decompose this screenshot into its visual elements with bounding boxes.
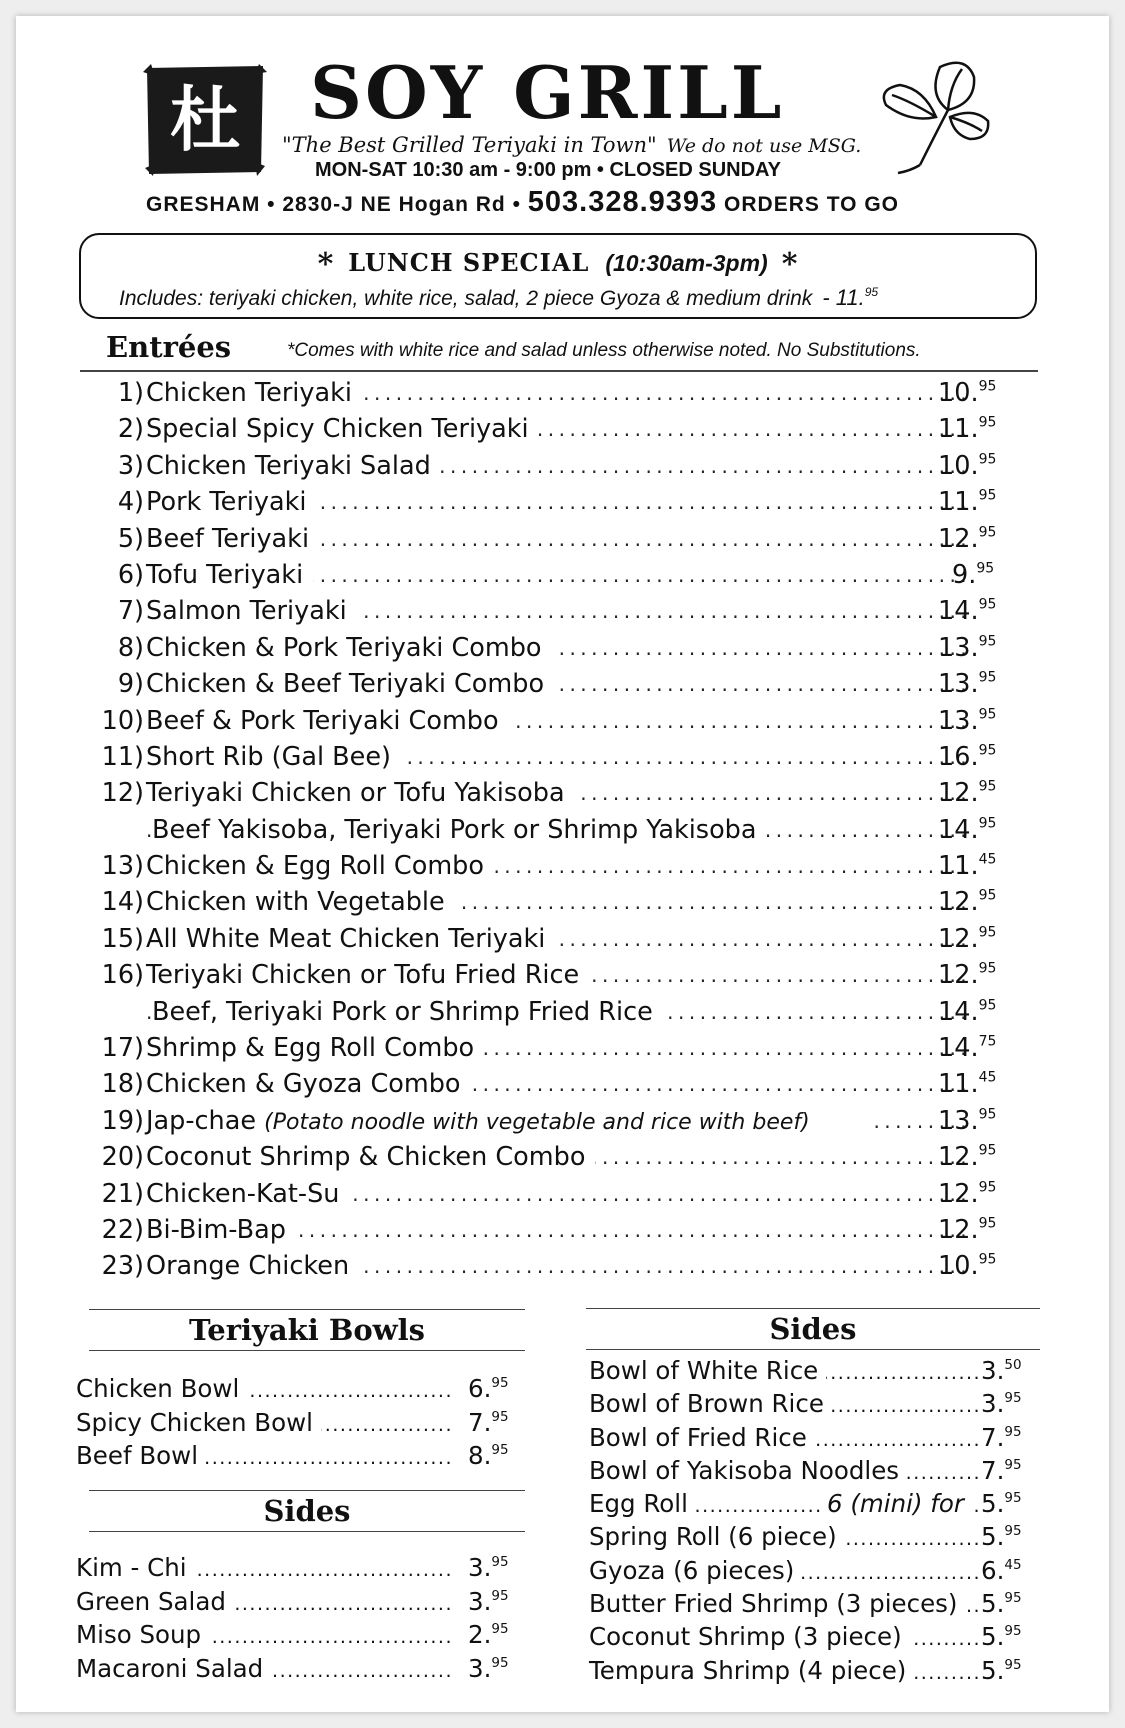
item-price: 14.75 [938, 1033, 997, 1064]
item-name: Kim - Chi [76, 1551, 195, 1585]
item-price: 12.95 [938, 1214, 997, 1245]
item-price: 14.95 [938, 814, 997, 845]
lunch-special-hours: (10:30am-3pm) [605, 250, 768, 276]
lunch-special-description [119, 285, 878, 311]
item-price: 10.95 [938, 450, 997, 481]
teriyaki-bowls-list [76, 1372, 528, 1473]
entree-row [80, 1212, 1005, 1248]
item-price: 3.95 [468, 1653, 509, 1683]
item-number: 9) [117, 669, 144, 700]
entree-row [80, 1139, 1005, 1175]
list-item [76, 1585, 528, 1619]
item-name: Beef Bowl [76, 1439, 206, 1473]
item-price: 13.95 [938, 669, 997, 700]
item-name: Coconut Shrimp & Chicken Combo [146, 1139, 595, 1175]
entree-row [80, 557, 1005, 593]
entree-row [80, 1066, 1005, 1102]
item-price: 5.95 [981, 1589, 1022, 1619]
item-name: Chicken Bowl [76, 1372, 247, 1406]
lunch-special-box [79, 233, 1037, 319]
item-name: Spicy Chicken Bowl [76, 1406, 321, 1440]
item-price: 11.95 [938, 487, 997, 518]
star-icon: * [317, 247, 335, 282]
divider [89, 1309, 525, 1310]
item-name: Chicken-Kat-Su [146, 1176, 349, 1212]
item-number: 14) [101, 887, 144, 918]
item-number: 4) [117, 487, 144, 518]
sides-list-right [589, 1354, 1041, 1687]
item-number: 8) [117, 632, 144, 663]
item-number: 22) [101, 1214, 144, 1245]
item-number: 17) [101, 1033, 144, 1064]
sides-list-left [76, 1551, 528, 1685]
item-name: Spring Roll (6 piece) [589, 1520, 845, 1553]
entree-row [80, 1103, 1005, 1139]
lunch-special-title [81, 247, 1035, 282]
tagline [282, 133, 861, 157]
item-price: 14.95 [938, 996, 997, 1027]
item-name: Bi-Bim-Bap [146, 1212, 296, 1248]
teriyaki-bowls-heading: Teriyaki Bowls [188, 1313, 425, 1347]
item-number: 23) [101, 1251, 144, 1282]
item-number: 11) [101, 741, 144, 772]
sides-heading-right: Sides [769, 1312, 857, 1346]
item-number: 6) [117, 559, 144, 590]
item-name: Beef, Teriyaki Pork or Shrimp Fried Rice [152, 994, 663, 1030]
entree-row [80, 375, 1005, 411]
leaf-sprig-icon [870, 55, 1000, 180]
item-price: 5.95 [981, 1655, 1022, 1685]
item-number: 1) [117, 378, 144, 408]
item-name: Tempura Shrimp (4 piece) [589, 1654, 914, 1687]
star-icon: * [781, 247, 799, 282]
entree-row [80, 666, 1005, 702]
item-price: 7.95 [468, 1407, 509, 1437]
item-name: Green Salad [76, 1585, 234, 1619]
item-name: Salmon Teriyaki [146, 593, 357, 629]
entrees-note: *Comes with white rice and salad unless otherwise noted. No Substitutions. [287, 340, 921, 361]
divider [586, 1308, 1040, 1309]
logo-stamp-icon [141, 62, 269, 178]
item-price: 13.95 [938, 1105, 997, 1136]
item-name: Egg Roll [589, 1487, 696, 1520]
item-price: 12.95 [938, 523, 997, 554]
entree-row [80, 775, 1005, 811]
list-item [589, 1654, 1041, 1687]
item-price: 3.95 [468, 1553, 509, 1582]
item-number: 20) [101, 1142, 144, 1173]
item-name: Chicken & Beef Teriyaki Combo [146, 666, 554, 702]
item-name: Tofu Teriyaki [146, 557, 313, 593]
item-number: 13) [101, 851, 144, 882]
entree-row [80, 848, 1005, 884]
item-price: 12.95 [938, 778, 997, 809]
lunch-special-price: - 11.95 [822, 284, 879, 310]
item-number: 16) [101, 960, 144, 991]
entrees-list [80, 375, 1005, 1285]
item-name: Chicken & Gyoza Combo [146, 1066, 470, 1102]
item-price: 12.95 [938, 1178, 997, 1209]
item-price: 12.95 [938, 1142, 997, 1173]
item-price: 6.45 [981, 1555, 1022, 1585]
list-item [76, 1406, 528, 1440]
item-number: 10) [101, 705, 144, 736]
item-name: Orange Chicken [146, 1248, 359, 1284]
entree-row [80, 1248, 1005, 1284]
lunch-special-includes: Includes: teriyaki chicken, white rice, salad, 2 piece Gyoza & medium drink [119, 287, 813, 310]
item-name: Bowl of Yakisoba Noodles [589, 1454, 907, 1487]
list-item [76, 1551, 528, 1585]
item-name: Bowl of White Rice [589, 1354, 826, 1387]
item-price: 9.95 [952, 559, 995, 590]
list-item [589, 1354, 1041, 1387]
item-number: 18) [101, 1069, 144, 1100]
entree-row [80, 957, 1005, 993]
item-name: Teriyaki Chicken or Tofu Fried Rice [146, 957, 589, 993]
divider [586, 1349, 1040, 1350]
item-price: 6.95 [468, 1374, 509, 1403]
item-price: 10.95 [938, 378, 997, 408]
item-price: 10.95 [938, 1251, 997, 1282]
list-item [589, 1554, 1041, 1587]
item-note: (Potato noodle with vegetable and rice with beef) [264, 1109, 810, 1135]
entree-row [80, 630, 1005, 666]
svg-text:杜: 杜 [170, 78, 240, 161]
entree-row [80, 521, 1005, 557]
list-item [589, 1620, 1041, 1653]
divider [80, 370, 1038, 372]
entree-row [80, 593, 1005, 629]
item-number: 19) [101, 1105, 144, 1136]
list-item [589, 1587, 1041, 1620]
item-price: 3.95 [981, 1389, 1022, 1419]
item-number: 2) [117, 414, 144, 445]
item-price: 7.95 [981, 1455, 1022, 1485]
item-number: 7) [117, 596, 144, 627]
item-name: Chicken Teriyaki Salad [146, 448, 441, 484]
item-price: 12.95 [938, 887, 997, 918]
opening-hours: MON-SAT 10:30 am - 9:00 pm • CLOSED SUNDAY [315, 159, 781, 181]
item-price: 8.95 [468, 1441, 509, 1470]
item-number: 5) [117, 523, 144, 554]
entree-row [80, 812, 1005, 848]
item-name: Pork Teriyaki [146, 484, 317, 520]
item-name: Teriyaki Chicken or Tofu Yakisoba [146, 775, 575, 811]
no-msg-note: We do not use MSG. [666, 135, 862, 157]
item-price: 13.95 [938, 632, 997, 663]
entree-row [80, 1176, 1005, 1212]
item-name: Chicken & Egg Roll Combo [146, 848, 494, 884]
item-price: 11.45 [938, 851, 997, 882]
entree-row [80, 921, 1005, 957]
item-name: Chicken & Pork Teriyaki Combo [146, 630, 552, 666]
item-price: 16.95 [938, 741, 997, 772]
item-number: 15) [101, 923, 144, 954]
list-item [76, 1618, 528, 1652]
entree-row [80, 484, 1005, 520]
item-price: 5.95 [981, 1622, 1022, 1652]
item-name: Beef & Pork Teriyaki Combo [146, 703, 509, 739]
address: GRESHAM • 2830-J NE Hogan Rd • [146, 193, 521, 216]
item-name: Jap-chae (Potato noodle with vegetable and rice with beef) [146, 1103, 870, 1141]
item-name: Macaroni Salad [76, 1652, 271, 1686]
item-name: Coconut Shrimp (3 piece) [589, 1620, 910, 1653]
item-price: 5.95 [981, 1522, 1022, 1552]
item-price: 3.50 [981, 1356, 1022, 1385]
item-number: 12) [101, 778, 144, 809]
restaurant-title: SOY GRILL [310, 50, 785, 135]
list-item [589, 1520, 1041, 1553]
item-name: Shrimp & Egg Roll Combo [146, 1030, 484, 1066]
divider [89, 1490, 525, 1491]
sides-heading-left: Sides [263, 1494, 351, 1528]
lunch-special-label: LUNCH SPECIAL [348, 248, 590, 277]
address-line [146, 186, 899, 219]
item-name: Bowl of Fried Rice [589, 1421, 815, 1454]
orders-to-go: ORDERS TO GO [724, 193, 899, 216]
item-number: 21) [101, 1178, 144, 1209]
item-price: 13.95 [938, 705, 997, 736]
list-item [589, 1454, 1041, 1487]
item-price: 2.95 [468, 1620, 509, 1649]
entree-row [80, 1030, 1005, 1066]
item-price: 3.95 [468, 1586, 509, 1616]
item-name: Beef Teriyaki [146, 521, 319, 557]
item-quantity-note: 6 (mini) for [821, 1487, 970, 1520]
entree-row [80, 739, 1005, 775]
item-price: 12.95 [938, 923, 997, 954]
item-name: Butter Fried Shrimp (3 pieces) [589, 1587, 965, 1620]
item-name: Beef Yakisoba, Teriyaki Pork or Shrimp Yakisoba [152, 812, 767, 848]
entree-row [80, 411, 1005, 447]
phone-number[interactable]: 503.328.9393 [527, 186, 718, 218]
item-name: All White Meat Chicken Teriyaki [146, 921, 555, 957]
item-price: 11.45 [938, 1069, 997, 1100]
entree-row [80, 448, 1005, 484]
divider [89, 1531, 525, 1532]
item-name: Special Spicy Chicken Teriyaki [146, 411, 539, 447]
list-item [589, 1421, 1041, 1454]
item-price: 5.95 [981, 1489, 1022, 1519]
item-price: 11.95 [938, 414, 997, 445]
item-price: 12.95 [938, 960, 997, 991]
item-name: Chicken with Vegetable [146, 884, 455, 920]
item-name: Gyoza (6 pieces) [589, 1554, 802, 1587]
entree-row [80, 884, 1005, 920]
list-item [589, 1487, 1041, 1520]
item-price: 7.95 [981, 1422, 1022, 1452]
entrees-heading: Entrées [106, 330, 232, 364]
tagline-text: "The Best Grilled Teriyaki in Town" [282, 133, 657, 157]
entree-row [80, 703, 1005, 739]
entree-row [80, 994, 1005, 1030]
item-price: 14.95 [938, 596, 997, 627]
list-item [589, 1387, 1041, 1420]
item-number: 3) [117, 450, 144, 481]
item-name: Chicken Teriyaki [146, 375, 362, 411]
item-name: Short Rib (Gal Bee) [146, 739, 401, 775]
list-item [76, 1439, 528, 1473]
item-name: Bowl of Brown Rice [589, 1387, 832, 1420]
list-item [76, 1652, 528, 1686]
divider [89, 1350, 525, 1351]
list-item [76, 1372, 528, 1406]
item-name: Miso Soup [76, 1618, 209, 1652]
